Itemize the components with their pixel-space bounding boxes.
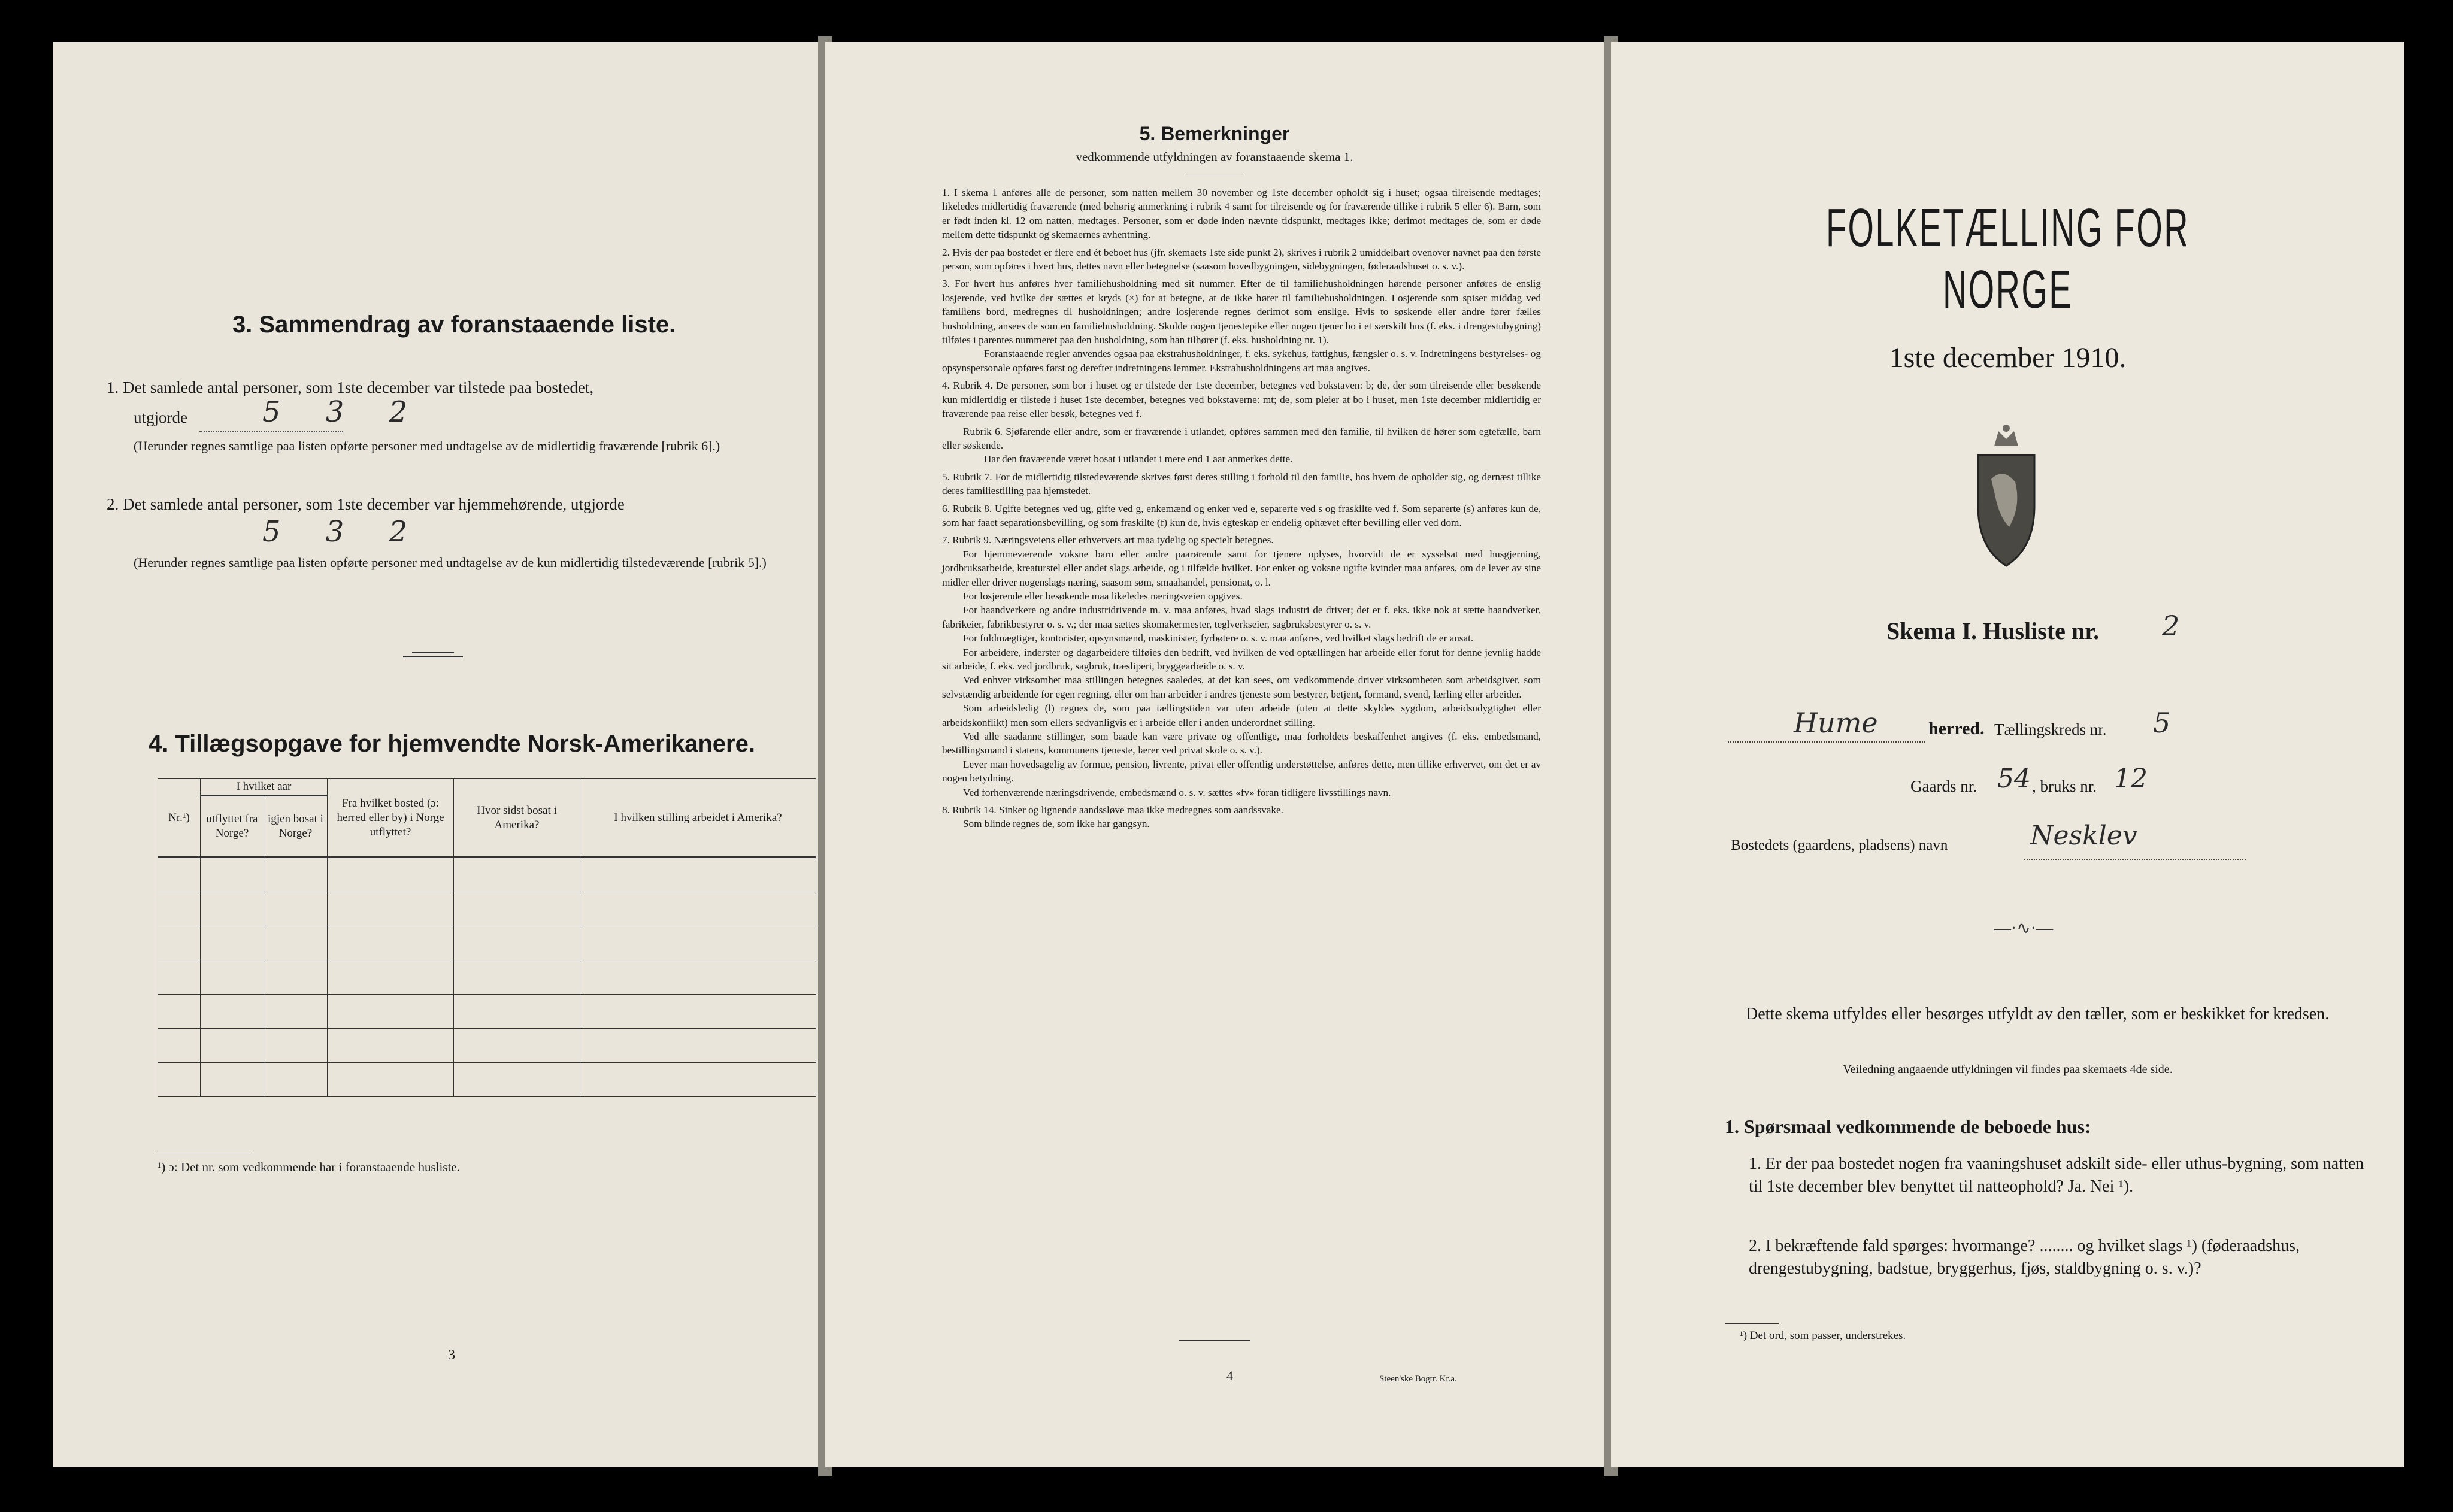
gaards-value: 54	[1997, 763, 2031, 794]
husliste-nr: 2	[2162, 610, 2180, 642]
gaards-label: Gaards nr.	[1910, 777, 1977, 795]
bosted-label: Bostedets (gaardens, pladsens) navn	[1731, 837, 1948, 853]
table-row	[158, 1063, 816, 1097]
remark: Som blinde regnes de, som ikke har gangsyn.	[963, 818, 1150, 830]
page-number: 3	[448, 1347, 455, 1363]
remark: 7. Rubrik 9. Næringsveiens eller erhvervets art maa tydelig og specielt betegnes.	[942, 534, 1274, 546]
table-row	[158, 960, 816, 995]
remark: Rubrik 6. Sjøfarende eller andre, som er fraværende i utlandet, opføres sammen med den familie, til hvilken de hører som egtefælle, barn eller søskende.	[942, 425, 1541, 451]
table-row	[158, 995, 816, 1029]
remark: For haandverkere og andre industridrivende m. v. maa anføres, hvad slags industri de driver; det er f. eks. ikke nok at sætte haandverker, fabrikeier, fabrikbestyrer o. s. v.; der maa sættes skomakermester, teglverkseier, sagbruksbestyrer o. s. v.	[942, 604, 1541, 630]
col-stilling: I hvilken stilling arbeidet i Amerika?	[580, 779, 816, 857]
item-2-value: 5 3 2	[262, 515, 426, 549]
bruks-value: 12	[2114, 763, 2148, 794]
remark: 1. I skema 1 anføres alle de personer, som natten mellem 30 november og 1ste december opholdt sig i huset; ogsaa tilreisende medtages; likeledes midlertidig fraværende (med behørig anmerkning i rubrik 4 samt for tilreisende og for fraværende tillike i rubrik 5 eller 6). Barn, som er født inden kl. 12 om natten, medtages. Personer, som er døde inden nævnte tidspunkt, medtages ikke; derimot medtages de, som er døde mellem dette tidspunkt og skemaernes avhentning.	[942, 187, 1541, 241]
cover-page	[1611, 42, 2404, 1467]
table-row	[158, 857, 816, 892]
remark: Ved enhver virksomhet maa stillingen betegnes saaledes, at det kan sees, om vedkommende driver virksomheten som arbeidsgiver, som selvstændig arbeidende for egen regning, eller om han arbeider i andres tjeneste som bestyrer, betjent, formand, svend, lærling eller arbeider.	[942, 674, 1541, 700]
remark: 3. For hvert hus anføres hver familiehusholdning med sit nummer. Efter de til familiehusholdningen hørende personer anføres de enslig losjerende, ved hvilke der sættes et kryds (×) for at betegne, at de ikke hører til familiehusholdningen. Losjerende som spiser middag ved familiens bord, medregnes til husholdningen; andre losjerende regnes derimot som enslige. Hvis to søskende eller andre fører fælles husholdning, ansees de som en familiehusholdning. Skulde nogen tjenestepike eller nogen tjener bo i et særskilt hus (f. eks. i drengestubygning) tilføies i parentes nummeret paa den husholdning, som han tilhører (f. eks. husholdning nr. 1).	[942, 278, 1541, 346]
remark: For fuldmægtiger, kontorister, opsynsmænd, maskinister, fyrbøtere o. s. v. maa anføres, ved hvilket slags bedrift de er ansat.	[963, 632, 1474, 644]
page-4	[825, 42, 1604, 1467]
herred-value: Hume	[1794, 707, 1878, 739]
item-1-value: 5 3 2	[262, 395, 426, 429]
bosted-value: Nesklev	[2030, 820, 2137, 851]
questions-header: 1. Spørsmaal vedkommende de beboede hus:	[1725, 1116, 2091, 1137]
divider	[1179, 1340, 1250, 1341]
coat-of-arms-icon	[1967, 422, 2045, 572]
page-3	[53, 42, 818, 1467]
table-row	[158, 1029, 816, 1063]
remark: For losjerende eller besøkende maa likeledes næringsveien opgives.	[963, 590, 1243, 602]
table-row	[158, 892, 816, 926]
remark: Lever man hovedsagelig av formue, pension, livrente, privat eller offentlig understøttelse, anføres dette, men tillike erhvervet, om det er av nogen betydning.	[942, 758, 1541, 784]
section-3-title: 3. Sammendrag av foranstaaende liste.	[232, 311, 676, 338]
herred-line	[1728, 741, 1925, 743]
col-fra-bosted: Fra hvilket bosted (ɔ: herred eller by) i Norge utflyttet?	[328, 779, 454, 857]
divider	[412, 652, 454, 653]
col-hvor-sidst: Hvor sidst bosat i Amerika?	[454, 779, 580, 857]
question-2: 2. I bekræftende fald spørges: hvormange? ........ og hvilket slags ¹) (føderaadshus, drengestubygning, badstue, bryggerhus, fjøs, staldbygning o. s. v.)?	[1749, 1237, 2300, 1278]
cover-date: 1ste december 1910.	[1889, 342, 2127, 374]
remarks-title: 5. Bemerkninger	[1139, 123, 1290, 144]
col-utflyttet: utflyttet fra Norge?	[201, 796, 264, 857]
bosted-line	[2024, 859, 2246, 860]
remark: 5. Rubrik 7. For de midlertidig tilstedeværende skrives først deres stilling i forhold til den familie, hos hvem de opholder sig, og dernæst tillike deres familiestilling paa hjemstedet.	[942, 471, 1541, 497]
remark: Ved forhenværende næringsdrivende, embedsmænd o. s. v. sættes «fv» foran tidligere livsstillings navn.	[963, 786, 1391, 798]
remark: 6. Rubrik 8. Ugifte betegnes ved ug, gifte ved g, enkemænd og enker ved e, separerte ved s og fraskilte ved f. Som separerte (s) anføres kun de, som har faaet separationsbevilling, og som fraskilte (f) kun de, hvis egteskap er endelig ophævet efter bevilling eller ved dom.	[942, 502, 1541, 528]
page-number: 4	[1226, 1368, 1233, 1383]
section-4-title: 4. Tillægsopgave for hjemvendte Norsk-Amerikanere.	[149, 731, 755, 757]
footnote-rule	[1725, 1323, 1779, 1324]
col-igjen: igjen bosat i Norge?	[264, 796, 328, 857]
table-row	[158, 926, 816, 960]
remark: Som arbeidsledig (l) regnes de, som paa tællingstiden var uten arbeide (uten at dette skyldes sygdom, arbeidsudygtighet eller arbeidskonflikt) men som ellers sedvanligvis er i arbeide eller i anden underordnet stilling.	[942, 702, 1541, 728]
item-2-text: 2. Det samlede antal personer, som 1ste december var hjemmehørende, utgjorde	[107, 495, 625, 513]
remarks-subtitle: vedkommende utfyldningen av foranstaaende skema 1.	[1076, 150, 1353, 164]
remark: For arbeidere, inderster og dagarbeidere tilføies den bedrift, ved hvilken de ved optællingen har arbeide eller forut for denne jevnlig hadde sit arbeide, f. eks. ved jordbruk, sagbruk, træsliperi, bryggearbeide o. s. v.	[942, 646, 1541, 672]
remark: Foranstaaende regler anvendes ogsaa paa ekstrahusholdninger, f. eks. sykehus, fattighus, fængsler o. s. v. Indretningens bestyrelses- og opsynspersonale opføres først og derefter indretningens lemmer. Ekstrahusholdningens art maa angives.	[942, 348, 1541, 374]
question-1: 1. Er der paa bostedet nogen fra vaaningshuset adskilt side- eller uthus-bygning, som natten til 1ste december blev benyttet til natteophold? Ja. Nei ¹).	[1749, 1155, 2364, 1196]
cover-title: FOLKETÆLLING FOR NORGE	[1825, 198, 2190, 320]
ornament-icon: —·∿·—	[1994, 919, 2054, 938]
remarks-body	[942, 186, 1541, 831]
item-2-note: (Herunder regnes samtlige paa listen opførte personer med undtagelse av de kun midlertidig tilstedeværende [rubrik 5].)	[134, 555, 767, 570]
item-1-utgjorde: utgjorde	[134, 408, 187, 426]
cover-intro: Dette skema utfyldes eller besørges utfyldt av den tæller, som er beskikket for kredsen.	[1746, 1005, 2330, 1023]
herred-label: herred.	[1928, 719, 1985, 738]
remark: 4. Rubrik 4. De personer, som bor i huset og er tilstede der 1ste december, betegnes ved bokstaven: b; de, der som tilreisende eller besøkende kun midlertidig er tilstede i huset 1ste december, betegnes ved bokstaverne: mt; de, som pleier at bo i huset, men 1ste december midlertidig er fraværende paa reise eller besøk, betegnes ved f.	[942, 380, 1541, 420]
kreds-label: Tællingskreds nr.	[1994, 720, 2107, 738]
bruks-label: , bruks nr.	[2032, 777, 2097, 795]
question-1-answer: Ja. Nei ¹).	[2067, 1177, 2134, 1196]
remark: 2. Hvis der paa bostedet er flere end ét beboet hus (jfr. skemaets 1ste side punkt 2), skrives i rubrik 2 umiddelbart ovenover navnet paa den første person, som opføres i hvert hus, dettes navn eller betegnelse (saasom hovedbygningen, sidebygningen, føderaadshuset o. s. v.).	[942, 246, 1541, 272]
cover-veiledning: Veiledning angaaende utfyldningen vil findes paa skemaets 4de side.	[1843, 1063, 2173, 1076]
cover-footnote: ¹) Det ord, som passer, understrekes.	[1740, 1329, 1906, 1342]
item-1-underline	[199, 431, 343, 434]
remark: Har den fraværende været bosat i utlandet i mere end 1 aar anmerkes dette.	[984, 453, 1293, 465]
kreds-value: 5	[2153, 707, 2171, 739]
col-group-aar: I hvilket aar	[201, 779, 328, 796]
skema-label: Skema I. Husliste nr.	[1886, 617, 2100, 644]
remark: 8. Rubrik 14. Sinker og lignende aandssløve maa ikke medregnes som aandssvake.	[942, 804, 1283, 816]
remark: For hjemmeværende voksne barn eller andre paarørende samt for tjenere oplyses, hvorvidt de er sysselsat med husgjerning, jordbruksarbeide, kreaturstel eller andet slags arbeide, og i tilfælde hvilket. For enker og voksne ugifte kvinder maa anføres, om de lever av sine midler eller driver nogenslags næring, saasom søm, smaahandel, pensionat, o. l.	[942, 548, 1541, 588]
item-1-note: (Herunder regnes samtlige paa listen opførte personer med undtagelse av de midlertidig fraværende [rubrik 6].)	[134, 438, 720, 453]
divider	[403, 656, 463, 657]
footnote: ¹) ɔ: Det nr. som vedkommende har i foranstaaende husliste.	[158, 1160, 460, 1174]
item-1-text: 1. Det samlede antal personer, som 1ste december var tilstede paa bostedet,	[107, 378, 594, 396]
col-nr: Nr.¹)	[158, 779, 201, 857]
printer-mark: Steen'ske Bogtr. Kr.a.	[1379, 1374, 1457, 1384]
remark: Ved alle saadanne stillinger, som baade kan være private og offentlige, maa forholdets beskaffenhet angives (f. eks. embedsmand, bestillingsmand i statens, kommunens tjeneste, lærer ved privat skole o. s. v.).	[942, 731, 1541, 756]
norsk-amerikanere-table	[158, 778, 816, 1097]
